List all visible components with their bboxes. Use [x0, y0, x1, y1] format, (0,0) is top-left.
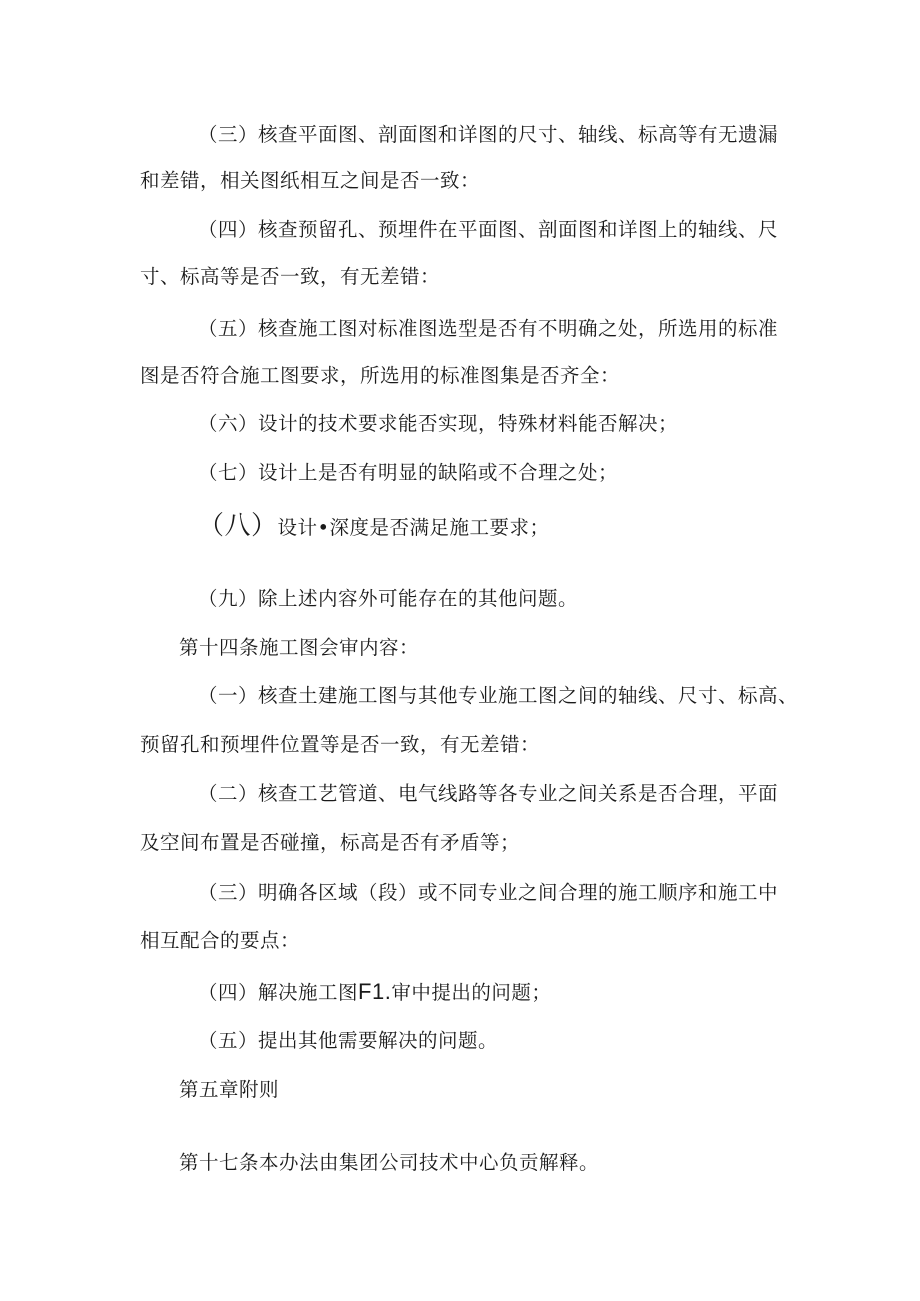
paragraph-line: （五）提出其他需要解决的问题。: [198, 1029, 499, 1052]
paragraph-line: （一）核查土建施工图与其他专业施工图之间的轴线、尺寸、标高、: [198, 684, 799, 707]
paragraph-line-eight: [198, 511, 550, 541]
paragraph-line: （五）核查施工图对标准图选型是否有不明确之处，所选用的标准: [198, 317, 779, 340]
paragraph-line: 相互配合的要点：: [140, 929, 301, 952]
paragraph-text: 设计•深度是否满足施工要求；: [277, 516, 550, 539]
paragraph-line: （二）核查工艺管道、电气线路等各专业之间关系是否合理，平面: [198, 782, 779, 805]
paragraph-line: 及空间布置是否碰撞，标高是否有矛盾等；: [140, 831, 521, 854]
paragraph-text: （四）解决施工图: [198, 981, 359, 1004]
paragraph-line: 图是否符合施工图要求，所选用的标准图集是否齐全：: [140, 364, 621, 387]
article-heading: 第十四条施工图会审内容：: [179, 636, 420, 659]
paragraph-line: （三）核查平面图、剖面图和详图的尺寸、轴线、标高等有无遗漏: [198, 123, 779, 146]
paragraph-line: 预留孔和预埋件位置等是否一致，有无差错：: [140, 733, 541, 756]
chapter-heading: 第五章附则: [179, 1078, 280, 1101]
paragraph-line: （三）明确各区域（段）或不同专业之间合理的施工顺序和施工中: [198, 881, 779, 904]
f1-text: F1.: [358, 979, 392, 1004]
paragraph-line: （六）设计的技术要求能否实现，特殊材料能否解决；: [198, 412, 679, 435]
paragraph-line: 寸、标高等是否一致，有无差错：: [140, 265, 441, 288]
paragraph-line: （九）除上述内容外可能存在的其他问题。: [198, 587, 579, 610]
paragraph-line-f1: [198, 980, 551, 1005]
paragraph-line: （七）设计上是否有明显的缺陷或不合理之处；: [198, 461, 619, 484]
article-heading: 第十七条本办法由集团公司技术中心负贡解释。: [179, 1151, 600, 1174]
section-marker-eight: （八）: [198, 511, 278, 541]
paragraph-line: 和差错，相关图纸相互之间是否一致：: [140, 169, 481, 192]
paragraph-text: 审中提出的问题；: [391, 981, 552, 1004]
paragraph-line: （四）核查预留孔、预埋件在平面图、剖面图和详图上的轴线、尺: [198, 218, 779, 241]
